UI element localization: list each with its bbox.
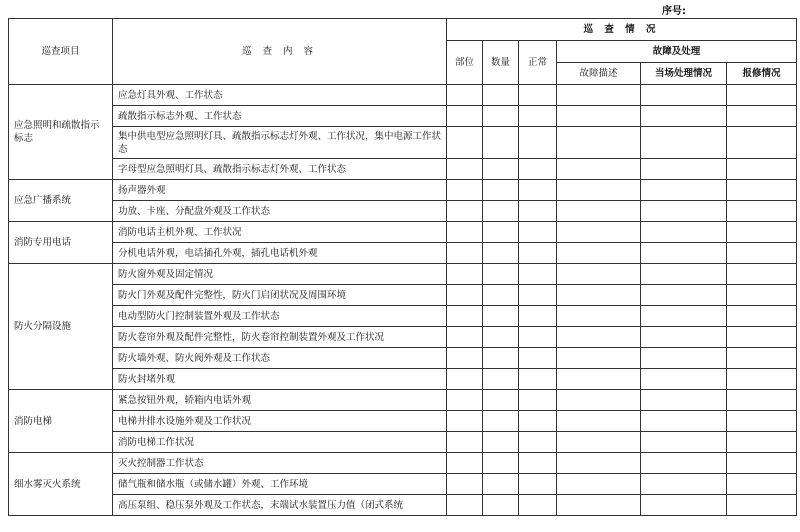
record-cell[interactable] (519, 327, 557, 348)
table-row (9, 411, 797, 432)
record-cell[interactable] (727, 495, 797, 516)
record-cell[interactable] (641, 264, 727, 285)
category-cell: 应急广播系统 (9, 180, 113, 222)
record-cell[interactable] (483, 180, 519, 201)
record-cell[interactable] (641, 474, 727, 495)
category-cell: 防火分隔设施 (9, 264, 113, 390)
inspection-content-cell: 防火窗外观及固定情况 (113, 264, 447, 285)
record-cell[interactable] (557, 264, 641, 285)
record-cell[interactable] (727, 432, 797, 453)
inspection-content-cell: 储气瓶和储水瓶（或储水罐）外观、工作环境 (113, 474, 447, 495)
record-cell[interactable] (557, 390, 641, 411)
record-cell[interactable] (641, 348, 727, 369)
record-cell[interactable] (447, 285, 483, 306)
header-fault-handling: 故障及处理 (557, 41, 797, 63)
record-cell[interactable] (483, 474, 519, 495)
record-cell[interactable] (447, 201, 483, 222)
inspection-content-cell: 分机电话外观，电话插孔外观，插孔电话机外观 (113, 243, 447, 264)
record-cell[interactable] (447, 369, 483, 390)
record-cell[interactable] (641, 285, 727, 306)
record-cell[interactable] (727, 222, 797, 243)
table-row (9, 264, 797, 285)
inspection-content-cell: 防火卷帘外观及配件完整性，防火卷帘控制装置外观及工作状况 (113, 327, 447, 348)
record-cell[interactable] (519, 243, 557, 264)
record-cell[interactable] (641, 85, 727, 106)
record-cell[interactable] (483, 222, 519, 243)
inspection-content-cell: 功放、卡座、分配盘外观及工作状态 (113, 201, 447, 222)
record-cell[interactable] (727, 106, 797, 127)
record-cell[interactable] (519, 159, 557, 180)
inspection-content-cell: 字母型应急照明灯具、疏散指示标志灯外观、工作状态 (113, 159, 447, 180)
header-repair: 报修情况 (727, 63, 797, 85)
table-row (9, 474, 797, 495)
record-cell[interactable] (727, 306, 797, 327)
table-row (9, 306, 797, 327)
record-cell[interactable] (483, 348, 519, 369)
table-row (9, 432, 797, 453)
record-cell[interactable] (641, 180, 727, 201)
record-cell[interactable] (447, 348, 483, 369)
record-cell[interactable] (641, 369, 727, 390)
record-cell[interactable] (641, 495, 727, 516)
record-cell[interactable] (557, 159, 641, 180)
record-cell[interactable] (557, 180, 641, 201)
record-cell[interactable] (447, 390, 483, 411)
record-cell[interactable] (641, 222, 727, 243)
record-cell[interactable] (727, 411, 797, 432)
record-cell[interactable] (557, 85, 641, 106)
inspection-content-cell: 应急灯具外观、工作状态 (113, 85, 447, 106)
record-cell[interactable] (483, 495, 519, 516)
inspection-table (8, 18, 797, 516)
header-normal: 正常 (519, 41, 557, 85)
record-cell[interactable] (483, 390, 519, 411)
record-cell[interactable] (447, 243, 483, 264)
inspection-content-cell: 消防电梯工作状况 (113, 432, 447, 453)
inspection-rows (9, 85, 797, 516)
record-cell[interactable] (557, 369, 641, 390)
inspection-content-cell: 电梯井排水设施外观及工作状况 (113, 411, 447, 432)
table-row (9, 369, 797, 390)
category-cell: 应急照明和疏散指示标志 (9, 85, 113, 180)
record-cell[interactable] (483, 264, 519, 285)
record-cell[interactable] (641, 453, 727, 474)
record-cell[interactable] (483, 201, 519, 222)
table-row (9, 243, 797, 264)
record-cell[interactable] (557, 306, 641, 327)
record-cell[interactable] (519, 222, 557, 243)
record-cell[interactable] (641, 127, 727, 159)
record-cell[interactable] (557, 201, 641, 222)
record-cell[interactable] (447, 306, 483, 327)
record-cell[interactable] (483, 85, 519, 106)
record-cell[interactable] (727, 127, 797, 159)
inspection-content-cell: 消防电话主机外观、工作状况 (113, 222, 447, 243)
record-cell[interactable] (519, 264, 557, 285)
record-cell[interactable] (557, 327, 641, 348)
record-cell[interactable] (447, 474, 483, 495)
record-cell[interactable] (727, 159, 797, 180)
record-cell[interactable] (447, 106, 483, 127)
table-row (9, 159, 797, 180)
record-cell[interactable] (641, 306, 727, 327)
record-cell[interactable] (641, 201, 727, 222)
record-cell[interactable] (519, 369, 557, 390)
category-cell: 细水雾灭火系统 (9, 453, 113, 516)
record-cell[interactable] (519, 411, 557, 432)
table-row (9, 180, 797, 201)
record-cell[interactable] (519, 127, 557, 159)
record-cell[interactable] (727, 285, 797, 306)
inspection-content-cell: 防火墙外观、防火阀外观及工作状态 (113, 348, 447, 369)
record-cell[interactable] (519, 106, 557, 127)
record-cell[interactable] (483, 106, 519, 127)
header-content: 巡 查 内 容 (113, 19, 447, 85)
inspection-content-cell: 电动型防火门控制装置外观及工作状态 (113, 306, 447, 327)
header-situation: 巡 查 情 况 (447, 19, 797, 41)
record-cell[interactable] (483, 243, 519, 264)
record-cell[interactable] (557, 106, 641, 127)
record-cell[interactable] (557, 127, 641, 159)
record-cell[interactable] (519, 348, 557, 369)
record-cell[interactable] (483, 369, 519, 390)
record-cell[interactable] (519, 285, 557, 306)
record-cell[interactable] (557, 285, 641, 306)
record-cell[interactable] (483, 453, 519, 474)
record-cell[interactable] (727, 453, 797, 474)
record-cell[interactable] (447, 495, 483, 516)
record-cell[interactable] (519, 201, 557, 222)
record-cell[interactable] (557, 222, 641, 243)
record-cell[interactable] (447, 264, 483, 285)
record-cell[interactable] (447, 127, 483, 159)
inspection-content-cell: 防火门外观及配件完整性，防火门启闭状况及周围环境 (113, 285, 447, 306)
table-row (9, 106, 797, 127)
record-cell[interactable] (557, 243, 641, 264)
serial-number-label: 序号: (662, 6, 686, 17)
inspection-content-cell: 集中供电型应急照明灯具、疏散指示标志灯外观、工作状况，集中电源工作状态 (113, 127, 447, 159)
record-cell[interactable] (447, 453, 483, 474)
record-cell[interactable] (557, 348, 641, 369)
record-cell[interactable] (727, 243, 797, 264)
record-cell[interactable] (447, 327, 483, 348)
table-row (9, 85, 797, 106)
record-cell[interactable] (557, 474, 641, 495)
record-cell[interactable] (727, 180, 797, 201)
record-cell[interactable] (557, 411, 641, 432)
table-row (9, 285, 797, 306)
record-cell[interactable] (447, 180, 483, 201)
record-cell[interactable] (519, 180, 557, 201)
inspection-content-cell: 扬声器外观 (113, 180, 447, 201)
record-cell[interactable] (519, 432, 557, 453)
record-cell[interactable] (447, 432, 483, 453)
record-cell[interactable] (727, 201, 797, 222)
record-cell[interactable] (483, 285, 519, 306)
record-cell[interactable] (519, 306, 557, 327)
record-cell[interactable] (519, 495, 557, 516)
table-row (9, 127, 797, 159)
header-quantity: 数量 (483, 41, 519, 85)
record-cell[interactable] (519, 390, 557, 411)
record-cell[interactable] (447, 411, 483, 432)
record-cell[interactable] (483, 127, 519, 159)
record-cell[interactable] (641, 432, 727, 453)
record-cell[interactable] (519, 474, 557, 495)
header-onsite: 当场处理情况 (641, 63, 727, 85)
record-cell[interactable] (641, 411, 727, 432)
header-fault-desc: 故障描述 (557, 63, 641, 85)
table-row (9, 327, 797, 348)
record-cell[interactable] (447, 222, 483, 243)
record-cell[interactable] (483, 411, 519, 432)
record-cell[interactable] (483, 327, 519, 348)
table-row (9, 201, 797, 222)
record-cell[interactable] (727, 369, 797, 390)
record-cell[interactable] (447, 85, 483, 106)
inspection-content-cell: 紧急按钮外观，轿箱内电话外观 (113, 390, 447, 411)
inspection-content-cell: 高压泵组、稳压泵外观及工作状态，末端试水装置压力值（闭式系统 (113, 495, 447, 516)
record-cell[interactable] (641, 390, 727, 411)
record-cell[interactable] (557, 432, 641, 453)
record-cell[interactable] (557, 453, 641, 474)
record-cell[interactable] (727, 474, 797, 495)
record-cell[interactable] (641, 327, 727, 348)
record-cell[interactable] (483, 432, 519, 453)
record-cell[interactable] (519, 85, 557, 106)
category-cell: 消防专用电话 (9, 222, 113, 264)
table-row (9, 348, 797, 369)
record-cell[interactable] (641, 159, 727, 180)
record-cell[interactable] (727, 327, 797, 348)
record-cell[interactable] (727, 390, 797, 411)
table-row (9, 390, 797, 411)
record-cell[interactable] (727, 348, 797, 369)
record-cell[interactable] (641, 243, 727, 264)
record-cell[interactable] (483, 306, 519, 327)
record-cell[interactable] (727, 264, 797, 285)
table-row (9, 495, 797, 516)
inspection-content-cell: 灭火控制器工作状态 (113, 453, 447, 474)
category-cell: 消防电梯 (9, 390, 113, 453)
inspection-content-cell: 疏散指示标志外观、工作状态 (113, 106, 447, 127)
record-cell[interactable] (641, 106, 727, 127)
header-item: 巡查项目 (9, 19, 113, 85)
record-cell[interactable] (447, 159, 483, 180)
table-row (9, 222, 797, 243)
record-cell[interactable] (519, 453, 557, 474)
inspection-content-cell: 防火封堵外观 (113, 369, 447, 390)
record-cell[interactable] (557, 495, 641, 516)
record-cell[interactable] (483, 159, 519, 180)
header-location: 部位 (447, 41, 483, 85)
record-cell[interactable] (727, 85, 797, 106)
table-row (9, 453, 797, 474)
